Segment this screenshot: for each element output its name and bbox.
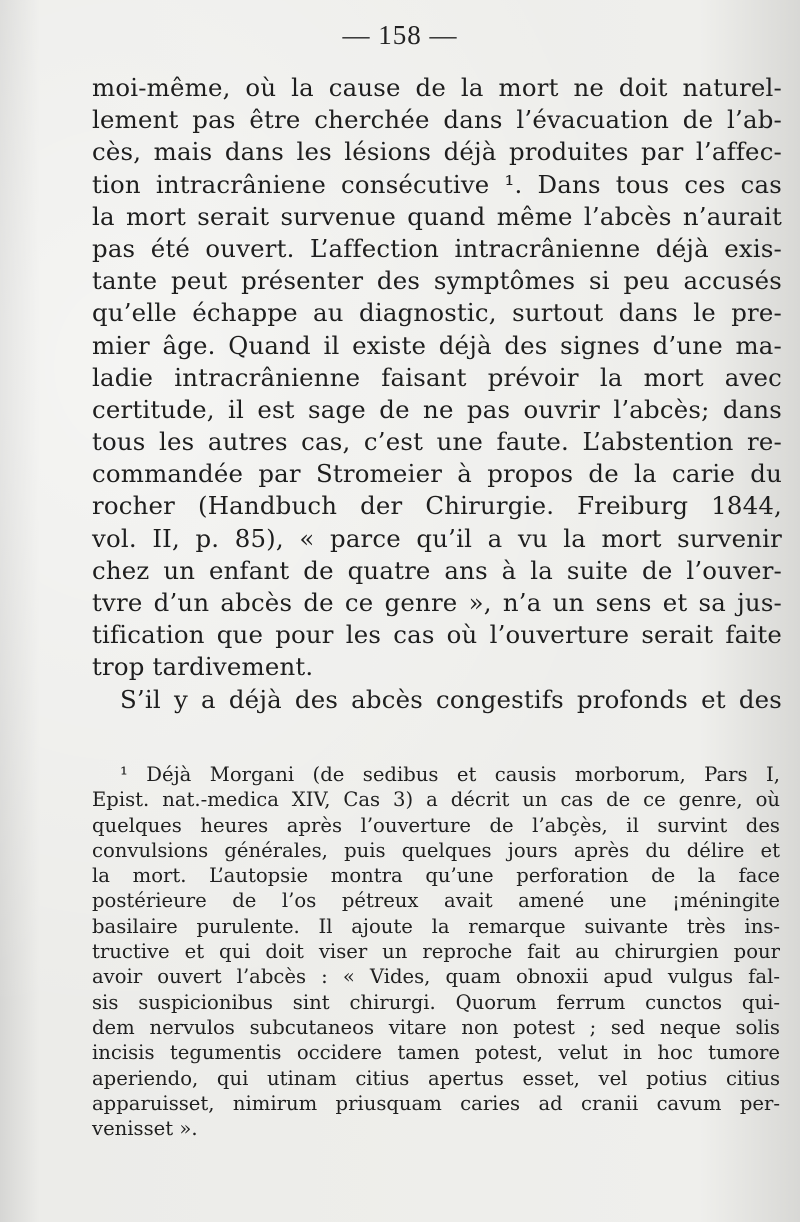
text-line: commandée par Stromeier à propos de la carie du [92, 459, 782, 489]
footnote-line: sis suspicionibus sint chirurgi. Quorum ferrum cunctos qui- [92, 990, 780, 1014]
text-line: pas été ouvert. L’affection intracrânienne déjà exis- [92, 233, 782, 263]
footnote-line: Epist. nat.-medica XIV, Cas 3) a décrit un cas de ce genre, où [92, 788, 780, 812]
footnote-line: venisset ». [92, 1117, 198, 1141]
text-line: tvre d’un abcès de ce genre », n’a un sens et sa jus- [92, 588, 782, 617]
text-line-paragraph-start: S’il y a déjà des abcès congestifs profonds et des [120, 684, 782, 714]
text-line: ladie intracrânienne faisant prévoir la mort avec [92, 362, 782, 392]
footnote-line: dem nervulos subcutaneos vitare non potest ; sed neque solis [92, 1015, 780, 1039]
text-line: tante peut présenter des symptômes si peu accusés [92, 266, 782, 296]
text-line: qu’elle échappe au diagnostic, surtout dans le pre- [92, 298, 782, 328]
footnote-line: basilaire purulente. Il ajoute la remarque suivante très ins- [92, 914, 780, 938]
text-line: moi-même, où la cause de la mort ne doit naturel- [92, 73, 782, 102]
footnote [92, 762, 780, 1141]
text-line-paragraph-end: trop tardivement. [92, 652, 314, 682]
text-line: certitude, il est sage de ne pas ouvrir l’abcès; dans [92, 394, 782, 424]
footnote-line: quelques heures après l’ouverture de l’abçès, il survint des [92, 813, 780, 837]
main-text [92, 72, 782, 716]
footnote-line: ¹ Déjà Morgani (de sedibus et causis morborum, Pars I, [120, 763, 780, 786]
footnote-line: incisis tegumentis occidere tamen potest, velut in hoc tumore [92, 1041, 780, 1065]
footnote-line: avoir ouvert l’abcès : « Vides, quam obnoxii apud vulgus fal- [92, 965, 780, 989]
text-line: tification que pour les cas où l’ouverture serait faite [92, 620, 782, 650]
footnote-line: tructive et qui doit viser un reproche fait au chirurgien pour [92, 940, 780, 964]
footnote-line: apparuisset, nimirum priusquam caries ad cranii cavum per- [92, 1091, 780, 1115]
text-line: vol. II, p. 85), « parce qu’il a vu la mort survenir [92, 523, 782, 553]
page-number: — 158 — [342, 20, 458, 50]
text-line: cès, mais dans les lésions déjà produites par l’affec- [92, 137, 782, 167]
text-line: rocher (Handbuch der Chirurgie. Freiburg 1844, [92, 491, 782, 521]
text-line: lement pas être cherchée dans l’évacuation de l’ab- [92, 105, 782, 135]
footnote-line: la mort. L’autopsie montra qu’une perforation de la face [92, 864, 780, 888]
text-line: mier âge. Quand il existe déjà des signes d’une ma- [92, 330, 782, 360]
footnote-line: aperiendo, qui utinam citius apertus esset, vel potius citius [92, 1066, 780, 1090]
text-line: chez un enfant de quatre ans à la suite de l’ouver- [92, 555, 782, 585]
text-line: tion intracrâniene consécutive ¹. Dans tous ces cas [92, 169, 782, 199]
text-line: la mort serait survenue quand même l’abcès n’aurait [92, 201, 782, 231]
footnote-line: convulsions générales, puis quelques jours après du délire et [92, 838, 780, 862]
text-line: tous les autres cas, c’est une faute. L’abstention re- [92, 427, 782, 457]
footnote-line: postérieure de l’os pétreux avait amené une ¡méningite [92, 889, 780, 913]
